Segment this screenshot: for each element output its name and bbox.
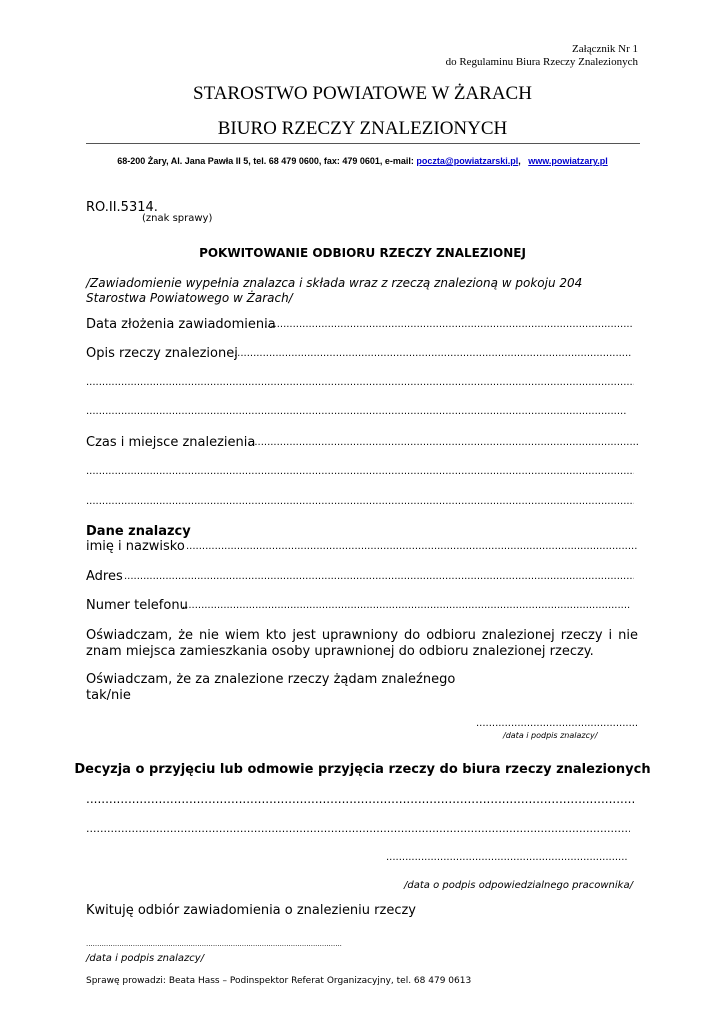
statement-reward: Oświadczam, że za znalezione rzeczy żądam znaleźnego (86, 672, 456, 687)
website-link[interactable]: www.powiatzary.pl (528, 156, 608, 166)
time-place-field[interactable] (248, 437, 638, 448)
case-officer-footer: Sprawę prowadzi: Beata Hass – Podinspektor Referat Organizacyjny, tel. 68 479 0613 (86, 976, 472, 986)
time-place-label: Czas i miejsce znalezienia (86, 435, 256, 450)
address-label: Adres (86, 569, 123, 584)
phone-label: Numer telefonu (86, 598, 188, 613)
name-label: imię i nazwisko (86, 539, 185, 554)
decision-field-line2[interactable] (86, 822, 630, 835)
phone-field[interactable] (182, 600, 630, 611)
statement-unknown-owner: Oświadczam, że nie wiem kto jest uprawniony do odbioru znalezionej rzeczy i nie znam miejsca zamieszkania osoby uprawnionej do odbioru znalezionej rzeczy. (86, 628, 638, 659)
case-number-caption: (znak sprawy) (142, 213, 213, 224)
case-number: RO.II.5314. (86, 200, 158, 215)
description-field-line2[interactable] (86, 377, 634, 388)
form-instruction: /Zawiadomienie wypełnia znalazca i składa wraz z rzeczą znalezioną w pokoju 204 Starostwa Powiatowego w Żarach/ (86, 276, 583, 305)
reward-choice: tak/nie (86, 688, 131, 703)
header-divider (86, 143, 640, 144)
employee-signature-field[interactable] (386, 852, 628, 863)
contact-separator: , (518, 156, 521, 166)
receipt-text: Kwituję odbiór zawiadomienia o znalezieniu rzeczy (86, 903, 416, 918)
address-field[interactable] (124, 571, 634, 582)
department-title: BIURO RZECZY ZNALEZIONYCH (217, 118, 508, 139)
date-label: Data złożenia zawiadomienia (86, 317, 276, 332)
finder-signature-caption: /data i podpis znalazcy/ (503, 731, 598, 740)
decision-field-line1[interactable] (86, 792, 634, 806)
date-field[interactable] (264, 319, 632, 330)
office-title: STAROSTWO POWIATOWE W ŻARACH (193, 83, 532, 104)
decision-heading: Decyzja o przyjęciu lub odmowie przyjęcia rzeczy do biura rzeczy znalezionych (74, 762, 651, 777)
name-field[interactable] (186, 541, 638, 552)
receipt-signature-caption: /data i podpis znalazcy/ (86, 953, 205, 964)
description-field[interactable] (234, 348, 632, 359)
form-heading: POKWITOWANIE ODBIORU RZECZY ZNALEZIONEJ (199, 246, 526, 260)
time-place-field-line2[interactable] (86, 466, 634, 477)
annex-regulation: do Regulaminu Biura Rzeczy Znalezionych (445, 56, 638, 68)
description-field-line3[interactable] (86, 406, 627, 417)
description-label: Opis rzeczy znalezionej (86, 346, 238, 361)
employee-signature-caption: /data o podpis odpowiedzialnego pracownika/ (404, 880, 633, 891)
contact-line (0, 156, 725, 166)
finder-heading: Dane znalazcy (86, 524, 191, 539)
email-link[interactable]: poczta@powiatzarski.pl (416, 156, 519, 166)
contact-address: 68-200 Żary, Al. Jana Pawła II 5, tel. 68 479 0600, fax: 479 0601, e-mail: (117, 156, 414, 166)
finder-signature-field[interactable] (476, 718, 638, 729)
receipt-signature-field[interactable] (86, 940, 342, 948)
time-place-field-line3[interactable] (86, 496, 634, 507)
annex-label: Załącznik Nr 1 (572, 43, 638, 55)
